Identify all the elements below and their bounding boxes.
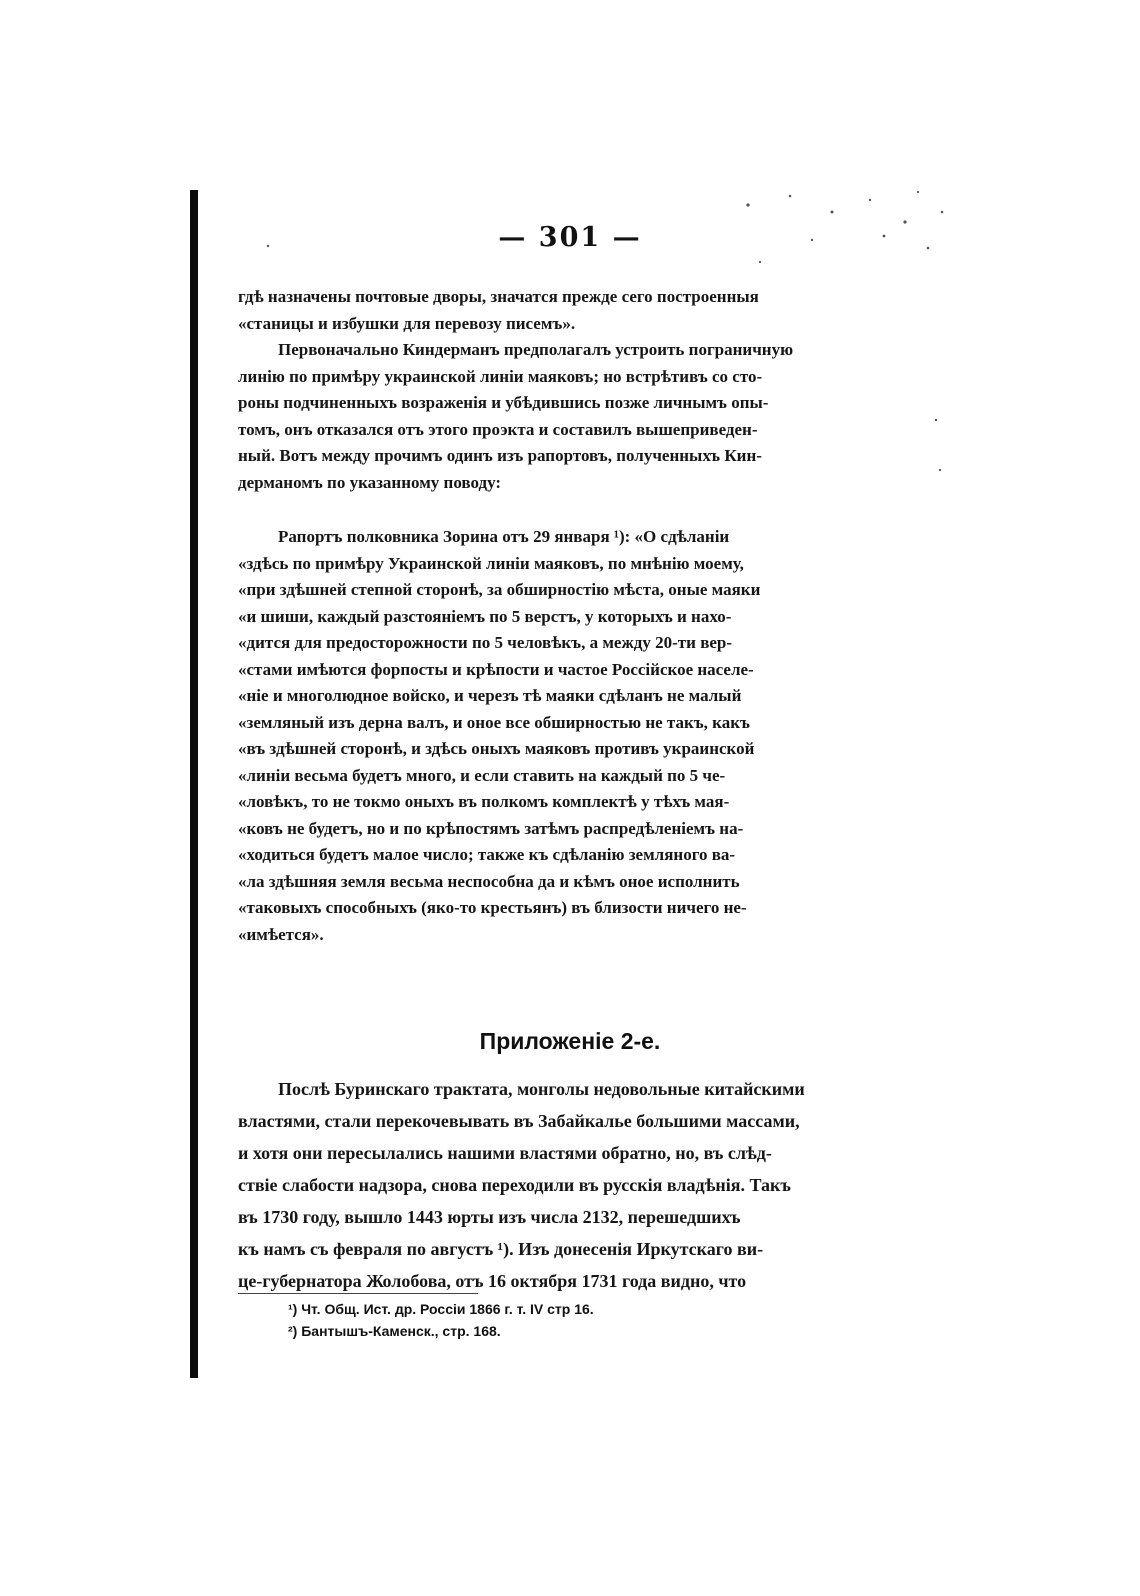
text-line: «ла здѣшняя земля весьма неспособна да и кѣмъ оное исполнить	[238, 871, 740, 891]
text-line: «ковъ не будетъ, но и по крѣпостямъ затѣмъ распредѣленіемъ на-	[238, 818, 744, 838]
text-line: въ 1730 году, вышло 1443 юрты изъ числа 2132, перешедшихъ	[238, 1207, 741, 1227]
text-line: «станицы и избушки для перевозу писемъ».	[238, 313, 576, 333]
text-line: «при здѣшней степной сторонѣ, за обширностію мѣста, оные маяки	[238, 580, 761, 599]
text-line: томъ, онъ отказался отъ этого проэкта и составилъ вышеприведен-	[238, 419, 758, 439]
footnote-divider	[238, 1293, 478, 1294]
text-line: це-губернатора Жолобова, отъ 16 октября 1731 года видно, что	[238, 1271, 747, 1291]
page-number: — 301 —	[498, 222, 642, 253]
text-line: линію по примѣру украинской линіи маяковъ; но встрѣтивъ со сто-	[238, 366, 763, 386]
text-line: Первоначально Киндерманъ предполагалъ устроить пограничную	[278, 340, 794, 359]
paragraph-appendix-2	[238, 1073, 898, 1297]
text-line: «земляный изъ дерна валъ, и оное все обширностью не такъ, какъ	[238, 712, 750, 732]
text-line: гдѣ назначены почтовые дворы, значатся прежде сего построенныя	[238, 287, 759, 306]
footnotes	[288, 1298, 594, 1342]
text-line: «ловѣкъ, то не токмо оныхъ въ полкомъ комплектѣ у тѣхъ мая-	[238, 792, 730, 811]
text-line: ствіе слабости надзора, снова переходили въ русскія владѣнія. Такъ	[238, 1175, 791, 1195]
text-line: роны подчиненныхъ возраженія и убѣдившись позже личнымъ опы-	[238, 393, 769, 412]
appendix-heading: Приложеніе 2-е.	[479, 1028, 661, 1054]
text-line: «ніе и многолюдное войско, и черезъ тѣ маяки сдѣланъ не малый	[238, 686, 742, 705]
footnote-2: ²) Бантышъ-Каменск., стр. 168.	[288, 1323, 501, 1339]
text-line: «имѣется».	[238, 924, 324, 944]
text-line: «здѣсь по примѣру Украинской линіи маяковъ, по мнѣнію моему,	[238, 553, 744, 573]
text-line: къ намъ съ февраля по августъ ¹). Изъ донесенія Иркутскаго ви-	[238, 1239, 764, 1259]
text-line: «ходиться будетъ малое число; также къ сдѣланію земляного ва-	[238, 845, 736, 864]
text-line: Послѣ Буринскаго трактата, монголы недовольные китайскими	[278, 1079, 805, 1099]
text-line: ный. Вотъ между прочимъ одинъ изъ рапортовъ, полученныхъ Кин-	[238, 446, 762, 465]
text-line: «таковыхъ способныхъ (яко-то крестьянъ) въ близости ничего не-	[238, 898, 747, 917]
text-line: «и шиши, каждый разстояніемъ по 5 верстъ, у которыхъ и нахо-	[238, 606, 732, 626]
text-line: властями, стали перекочевывать въ Забайкалье большими массами,	[238, 1111, 800, 1131]
text-line: «дится для предосторожности по 5 человѣкъ, а между 20-ти вер-	[238, 633, 733, 652]
paragraph-postal-stations	[238, 284, 898, 496]
text-line: «линіи весьма будетъ много, и если ставить на каждый по 5 че-	[238, 765, 726, 785]
text-line: Рапортъ полковника Зорина отъ 29 января ¹): «О сдѣланіи	[278, 527, 730, 546]
text-line: дерманомъ по указанному поводу:	[238, 472, 502, 492]
text-line: и хотя они пересылались нашими властями обратно, но, въ слѣд-	[238, 1143, 772, 1163]
footnote-1: ¹) Чт. Общ. Ист. др. Россіи 1866 г. т. IV стр 16.	[288, 1301, 594, 1317]
text-line: «въ здѣшней сторонѣ, и здѣсь оныхъ маяковъ противъ украинской	[238, 739, 755, 758]
quoted-report-zorin	[238, 524, 898, 948]
text-line: «стами имѣются форпосты и крѣпости и частое Россійское населе-	[238, 659, 754, 679]
